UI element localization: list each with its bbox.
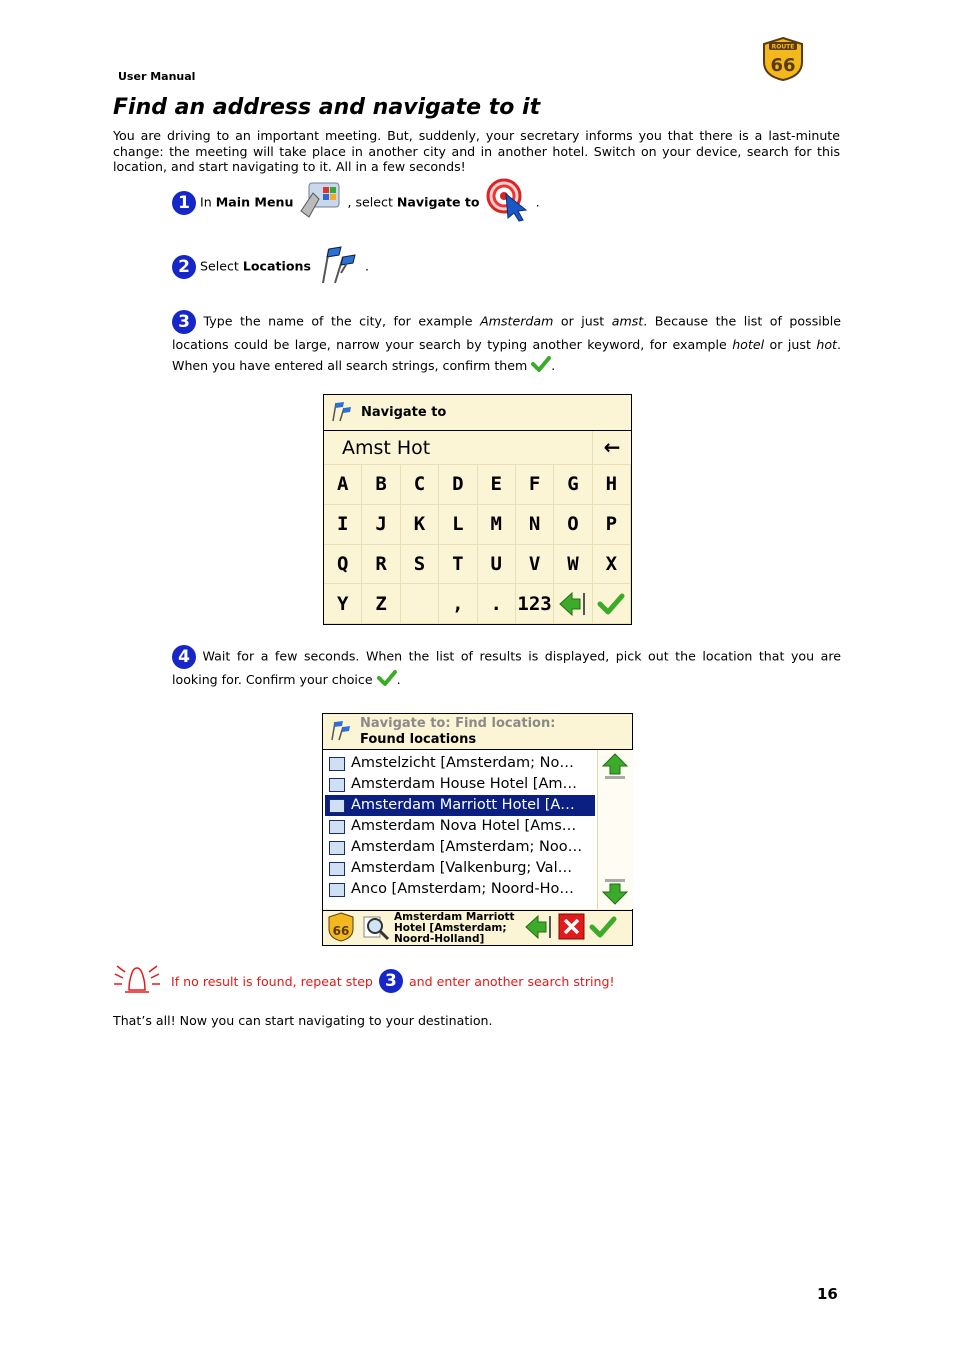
step-text: , select xyxy=(347,194,397,210)
key-m[interactable]: M xyxy=(478,505,516,545)
key-y[interactable]: Y xyxy=(324,584,362,624)
key-comma[interactable]: , xyxy=(439,584,477,624)
footer-text-line: Hotel [Amsterdam; xyxy=(394,922,507,934)
step-text: Select xyxy=(200,258,243,274)
location-card-icon xyxy=(329,799,345,813)
cancel-icon[interactable] xyxy=(558,913,585,944)
list-item[interactable] xyxy=(325,753,595,774)
list-item[interactable] xyxy=(325,774,595,795)
key-f[interactable]: F xyxy=(516,465,554,505)
screen-title: Navigate to xyxy=(361,405,447,420)
step-number-badge: 2 xyxy=(172,255,196,279)
results-area xyxy=(323,750,632,909)
page-number: 16 xyxy=(817,1285,838,1303)
results-list xyxy=(325,753,595,900)
search-input-row xyxy=(324,431,631,465)
key-w[interactable]: W xyxy=(554,545,592,585)
svg-text:ROUTE: ROUTE xyxy=(771,43,795,51)
step-bold-text: Navigate to xyxy=(396,194,480,210)
back-arrow-key[interactable] xyxy=(554,584,592,624)
keyboard-grid xyxy=(324,465,631,624)
step-text: . xyxy=(551,358,556,373)
step-italic-text: hot xyxy=(816,337,837,352)
key-e[interactable]: E xyxy=(478,465,516,505)
step-text: or just xyxy=(553,313,612,329)
key-o[interactable]: O xyxy=(554,505,592,545)
header-label: User Manual xyxy=(118,70,196,83)
step-4 xyxy=(172,645,841,692)
step-bold-text: Locations xyxy=(242,258,311,274)
step-text: . xyxy=(396,672,401,687)
step-bold-text: Main Menu xyxy=(215,194,294,210)
main-menu-icon xyxy=(299,181,341,225)
route66-icon[interactable] xyxy=(326,912,356,946)
scroll-up-icon[interactable] xyxy=(601,752,629,784)
list-item-label: Amsterdam Marriott Hotel [A… xyxy=(351,797,575,813)
step-text: . Because the list of possible locations could be large, narrow your search by typing another keyword, for example xyxy=(172,313,841,352)
found-locations-screen xyxy=(322,713,633,946)
closing-text: That’s all! Now you can start navigating to your destination. xyxy=(113,1013,493,1028)
step-number-badge: 3 xyxy=(172,310,196,334)
key-a[interactable]: A xyxy=(324,465,362,505)
magnifier-icon[interactable] xyxy=(362,913,390,945)
location-card-icon xyxy=(329,757,345,771)
location-card-icon xyxy=(329,820,345,834)
screen-title-bar xyxy=(323,714,632,750)
key-v[interactable]: V xyxy=(516,545,554,585)
step-text: . When you have entered all search strings, confirm them xyxy=(172,337,841,373)
page-title: Find an address and navigate to it xyxy=(113,95,541,120)
navigate-to-icon xyxy=(486,178,530,228)
checkmark-icon xyxy=(597,593,625,615)
locations-icon xyxy=(328,718,352,746)
step-3 xyxy=(172,310,841,378)
checkmark-icon xyxy=(377,670,397,692)
svg-text:66: 66 xyxy=(332,923,350,938)
selected-location-text xyxy=(394,912,522,945)
warning-text: and enter another search string! xyxy=(408,973,615,989)
backspace-button[interactable]: ← xyxy=(592,431,631,464)
list-item-label: Amsterdam [Valkenburg; Val… xyxy=(351,860,573,876)
step-italic-text: hotel xyxy=(732,337,765,352)
key-c[interactable]: C xyxy=(401,465,439,505)
scroll-down-icon[interactable] xyxy=(601,878,629,910)
route66-logo xyxy=(760,36,806,82)
step-italic-text: Amsterdam xyxy=(480,313,554,329)
location-card-icon xyxy=(329,778,345,792)
key-blank[interactable] xyxy=(401,584,439,624)
key-x[interactable]: X xyxy=(593,545,631,585)
footer-text-line: Amsterdam Marriott xyxy=(394,911,515,923)
step-text: Wait for a few seconds. When the list of results is displayed, pick out the location that you are looking for. Confirm your choice xyxy=(172,648,841,687)
confirm-checkmark-icon[interactable] xyxy=(589,915,617,943)
search-input[interactable]: Amst Hot xyxy=(342,436,431,459)
location-card-icon xyxy=(329,883,345,897)
list-item-label: Amstelzicht [Amsterdam; No… xyxy=(351,755,574,771)
step-number-badge: 4 xyxy=(172,645,196,669)
key-u[interactable]: U xyxy=(478,545,516,585)
step-2 xyxy=(172,243,369,291)
locations-icon xyxy=(329,399,353,427)
svg-text:66: 66 xyxy=(770,55,796,76)
alarm-bell-icon xyxy=(113,962,161,1000)
confirm-key[interactable] xyxy=(593,584,631,624)
step-text: . xyxy=(535,194,540,210)
key-j[interactable]: J xyxy=(362,505,400,545)
screen-title-path: Navigate to: Find location: xyxy=(360,715,556,731)
key-n[interactable]: N xyxy=(516,505,554,545)
screen-footer xyxy=(323,910,632,946)
step-text: . xyxy=(365,258,370,274)
list-item-label: Amsterdam House Hotel [Am… xyxy=(351,776,578,792)
step-text: Type the name of the city, for example xyxy=(203,313,481,329)
warning-text: If no result is found, repeat step xyxy=(171,973,373,989)
key-s[interactable]: S xyxy=(401,545,439,585)
scrollbar[interactable] xyxy=(597,750,633,909)
key-p[interactable]: P xyxy=(593,505,631,545)
list-item[interactable] xyxy=(325,795,595,816)
screen-title-bar xyxy=(324,395,631,431)
step-text: or just xyxy=(764,337,817,352)
key-g[interactable]: G xyxy=(554,465,592,505)
list-item[interactable] xyxy=(325,858,595,879)
key-d[interactable]: D xyxy=(439,465,477,505)
key-h[interactable]: H xyxy=(593,465,631,505)
list-item-label: Amsterdam [Amsterdam; Noo… xyxy=(351,839,583,855)
step-1 xyxy=(172,178,540,228)
key-l[interactable]: L xyxy=(439,505,477,545)
key-period[interactable]: . xyxy=(478,584,516,624)
key-i[interactable]: I xyxy=(324,505,362,545)
key-123[interactable]: 123 xyxy=(516,584,554,624)
back-arrow-icon[interactable] xyxy=(524,913,554,945)
list-item[interactable] xyxy=(325,837,595,858)
key-z[interactable]: Z xyxy=(362,584,400,624)
checkmark-icon xyxy=(531,356,551,378)
step-number-badge: 3 xyxy=(379,969,403,993)
locations-icon xyxy=(317,243,359,291)
key-r[interactable]: R xyxy=(362,545,400,585)
list-item[interactable] xyxy=(325,816,595,837)
key-k[interactable]: K xyxy=(401,505,439,545)
step-italic-text: amst xyxy=(611,313,644,329)
list-item-label: Amsterdam Nova Hotel [Ams… xyxy=(351,818,577,834)
back-arrow-icon xyxy=(558,591,588,617)
warning-note xyxy=(113,962,615,1000)
intro-paragraph: You are driving to an important meeting. But, suddenly, your secretary informs you that there is a last-minute change: the meeting will take place in another city and in another hotel. Switch on your device, search for this location, and start navigating to it. All in a few seconds! xyxy=(113,128,840,174)
list-item[interactable] xyxy=(325,879,595,900)
key-b[interactable]: B xyxy=(362,465,400,505)
screen-title: Found locations xyxy=(360,731,477,747)
footer-text-line: Noord-Holland] xyxy=(394,933,485,945)
list-item-label: Anco [Amsterdam; Noord-Ho… xyxy=(351,881,574,897)
step-number-badge: 1 xyxy=(172,191,196,215)
location-card-icon xyxy=(329,841,345,855)
key-t[interactable]: T xyxy=(439,545,477,585)
navigate-to-keyboard-screen xyxy=(323,394,632,625)
step-text: In xyxy=(200,194,216,210)
location-card-icon xyxy=(329,862,345,876)
key-q[interactable]: Q xyxy=(324,545,362,585)
